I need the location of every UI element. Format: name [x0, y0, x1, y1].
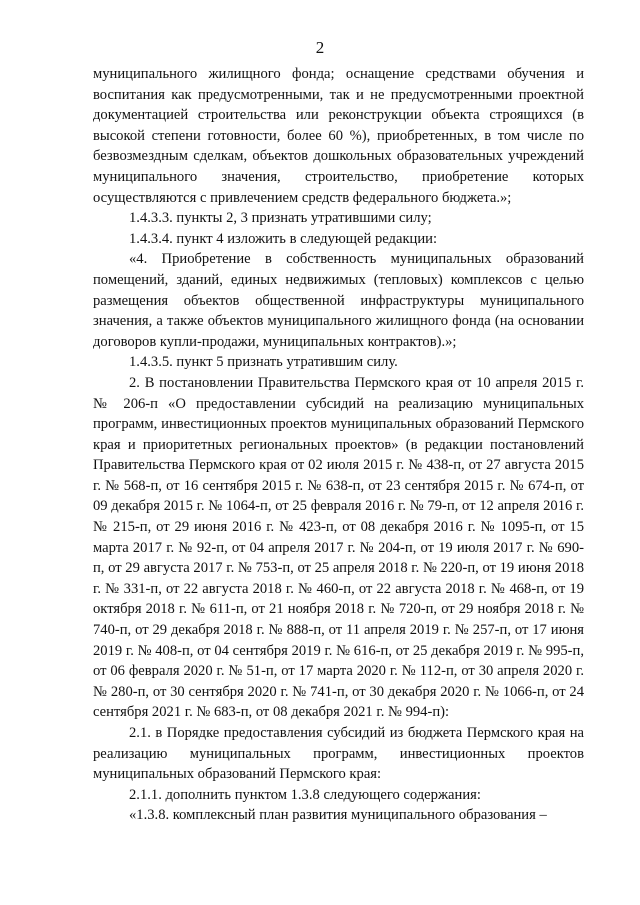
paragraph-quote-item-4: «4. Приобретение в собственность муниципальных образований помещений, зданий, единых недвижимых (тепловых) комплексов с целью размещения объектов общественной инфраструктуры муниципального значения, а также объектов муниципального жилищного фонда (на основании договоров купли-продажи, муниципальных контрактов).»; [93, 251, 584, 350]
paragraph-2-1-1: 2.1.1. дополнить пунктом 1.3.8 следующего содержания: [129, 786, 481, 803]
paragraph-2-1: 2.1. в Порядке предоставления субсидий из бюджета Пермского края на реализацию муниципальных программ, инвестиционных проектов муниципальных образований Пермского края: [93, 725, 584, 783]
paragraph-continuation: муниципального жилищного фонда; оснащение средствами обучения и воспитания как предусмотренными, так и не предусмотренными проектной документацией строительства или реконструкции объекта строящихся (в высокой степени готовности, более 60 %), приобретенных, в том числе по безвозмездным сделкам, объектов дошкольных образовательных учреждений муниципального значения, строительство, приобретение которых осуществляются с привлечением средств федерального бюджета.»; [93, 66, 584, 206]
paragraph-1-4-3-5: 1.4.3.5. пункт 5 признать утратившим силу. [129, 354, 398, 371]
document-body [93, 64, 584, 826]
page-number: 2 [315, 38, 325, 57]
paragraph-quote-1-3-8: «1.3.8. комплексный план развития муниципального образования – [129, 807, 547, 824]
paragraph-2: 2. В постановлении Правительства Пермского края от 10 апреля 2015 г. № 206-п «О предоставлении субсидий на реализацию муниципальных программ, инвестиционных проектов муниципальных образований Пермского края и приоритетных региональных проектов» (в редакции постановлений Правительства Пермского края от 02 июля 2015 г. № 438-п, от 27 августа 2015 г. № 568-п, от 16 сентября 2015 г. № 638-п, от 23 сентября 2015 г. № 674-п, от 09 декабря 2015 г. № 1064-п, от 25 февраля 2016 г. № 79-п, от 12 апреля 2016 г. № 215-п, от 29 июня 2016 г. № 423-п, от 08 декабря 2016 г. № 1095-п, от 15 марта 2017 г. № 92-п, от 04 апреля 2017 г. № 204-п, от 19 июля 2017 г. № 690-п, от 29 августа 2017 г. № 753-п, от 25 апреля 2018 г. № 220-п, от 19 июня 2018 г. № 331-п, от 22 августа 2018 г. № 460-п, от 22 августа 2018 г. № 468-п, от 19 октября 2018 г. № 611-п, от 21 ноября 2018 г. № 720-п, от 29 ноября 2018 г. № 740-п, от 29 декабря 2018 г. № 888-п, от 11 апреля 2019 г. № 257-п, от 17 июня 2019 г. № 408-п, от 04 сентября 2019 г. № 616-п, от 25 декабря 2019 г. № 995-п, от 06 февраля 2020 г. № 51-п, от 17 марта 2020 г. № 112-п, от 30 апреля 2020 г. № 280-п, от 30 сентября 2020 г. № 741-п, от 30 декабря 2020 г. № 1066-п, от 24 сентября 2021 г. № 683-п, от 08 декабря 2021 г. № 994-п): [93, 374, 584, 721]
paragraph-1-4-3-4: 1.4.3.4. пункт 4 изложить в следующей редакции: [129, 230, 438, 247]
paragraph-1-4-3-3: 1.4.3.3. пункты 2, 3 признать утратившими силу; [129, 210, 432, 227]
